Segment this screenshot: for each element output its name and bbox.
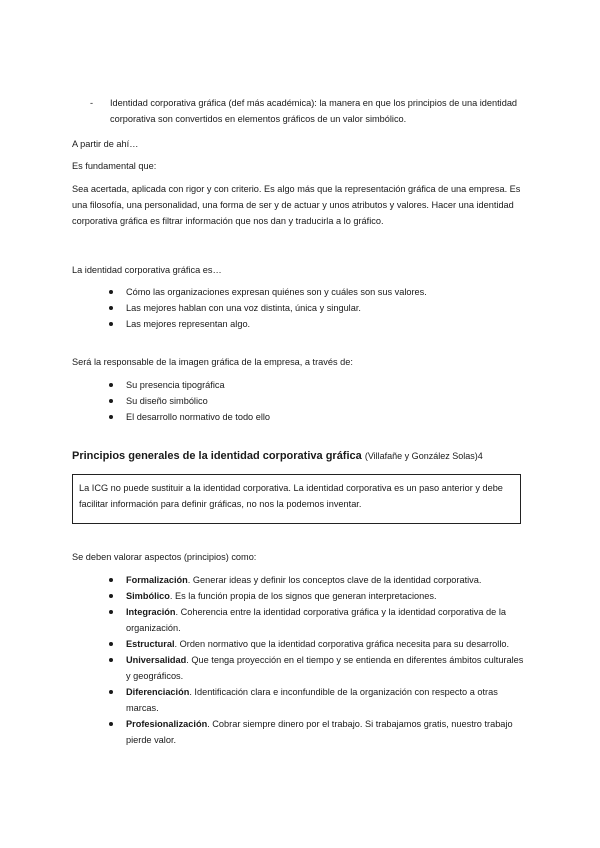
list-item: Cómo las organizaciones expresan quiénes son y cuáles son sus valores. (72, 284, 532, 300)
list-item: Las mejores hablan con una voz distinta, única y singular. (72, 300, 532, 316)
principle-term: Estructural (126, 639, 175, 649)
identity-is-list (72, 284, 532, 332)
essential-paragraph: Sea acertada, aplicada con rigor y con criterio. Es algo más que la representación gráfica de una empresa. Es una filosofía, una personalidad, una forma de ser y de actuar y unos atributos y valores. Hacer una identidad corporativa gráfica es filtrar información que nos dan y traducirla a lo gráfico. (72, 184, 521, 226)
responsible-label: Será la responsable de la imagen gráfica de la empresa, a través de: (72, 357, 353, 367)
principle-desc: . Generar ideas y definir los conceptos clave de la identidad corporativa. (187, 575, 482, 585)
principle-item (72, 716, 524, 748)
principle-term: Profesionalización (126, 719, 208, 729)
from-there-text: A partir de ahí… (72, 139, 139, 149)
identity-is-label: La identidad corporativa gráfica es… (72, 265, 222, 275)
principle-item (72, 684, 524, 716)
principles-list (72, 572, 524, 748)
list-item: Las mejores representan algo. (72, 316, 532, 332)
principle-desc: . Es la función propia de los signos que generan interpretaciones. (169, 591, 437, 601)
list-item: El desarrollo normativo de todo ello (72, 409, 532, 425)
principles-heading-title: Principios generales de la identidad corporativa gráfica (72, 450, 362, 462)
principle-desc: . Que tenga proyección en el tiempo y se entienda en diferentes ámbitos culturales y geográficos. (126, 655, 524, 681)
principle-desc: . Coherencia entre la identidad corporativa gráfica y la identidad corporativa de la organización. (126, 607, 506, 633)
icg-note-box (72, 474, 521, 524)
dash-marker: - (90, 98, 94, 108)
principle-term: Simbólico (126, 591, 170, 601)
principles-label: Se deben valorar aspectos (principios) como: (72, 552, 257, 562)
icg-note-text: La ICG no puede sustituir a la identidad corporativa. La identidad corporativa es un paso anterior y debe facilitar información para definir gráficas, no nos la podemos inventar. (79, 483, 503, 509)
principles-heading (72, 448, 483, 464)
principle-desc: . Cobrar siempre dinero por el trabajo. Si trabajamos gratis, nuestro trabajo pierde valor. (126, 719, 513, 745)
principle-term: Diferenciación (126, 687, 190, 697)
responsible-list (72, 377, 532, 425)
intro-definition-text: Identidad corporativa gráfica (def más académica): la manera en que los principios de una identidad corporativa son convertidos en elementos gráficos de un valor simbólico. (110, 98, 518, 124)
principle-term: Integración (126, 607, 176, 617)
list-item: Su diseño simbólico (72, 393, 532, 409)
principles-heading-citation: (Villafañe y González Solas)4 (364, 451, 483, 461)
principle-desc: . Orden normativo que la identidad corporativa gráfica necesita para su desarrollo. (174, 639, 510, 649)
principle-desc: . Identificación clara e inconfundible de la organización con respecto a otras marcas. (126, 687, 498, 713)
principle-item (72, 652, 524, 684)
principle-item (72, 604, 524, 636)
principle-item (72, 636, 524, 652)
principle-item (72, 588, 524, 604)
principle-item (72, 572, 524, 588)
principle-term: Formalización (126, 575, 188, 585)
principle-term: Universalidad (126, 655, 187, 665)
essential-label: Es fundamental que: (72, 161, 157, 171)
list-item: Su presencia tipográfica (72, 377, 532, 393)
